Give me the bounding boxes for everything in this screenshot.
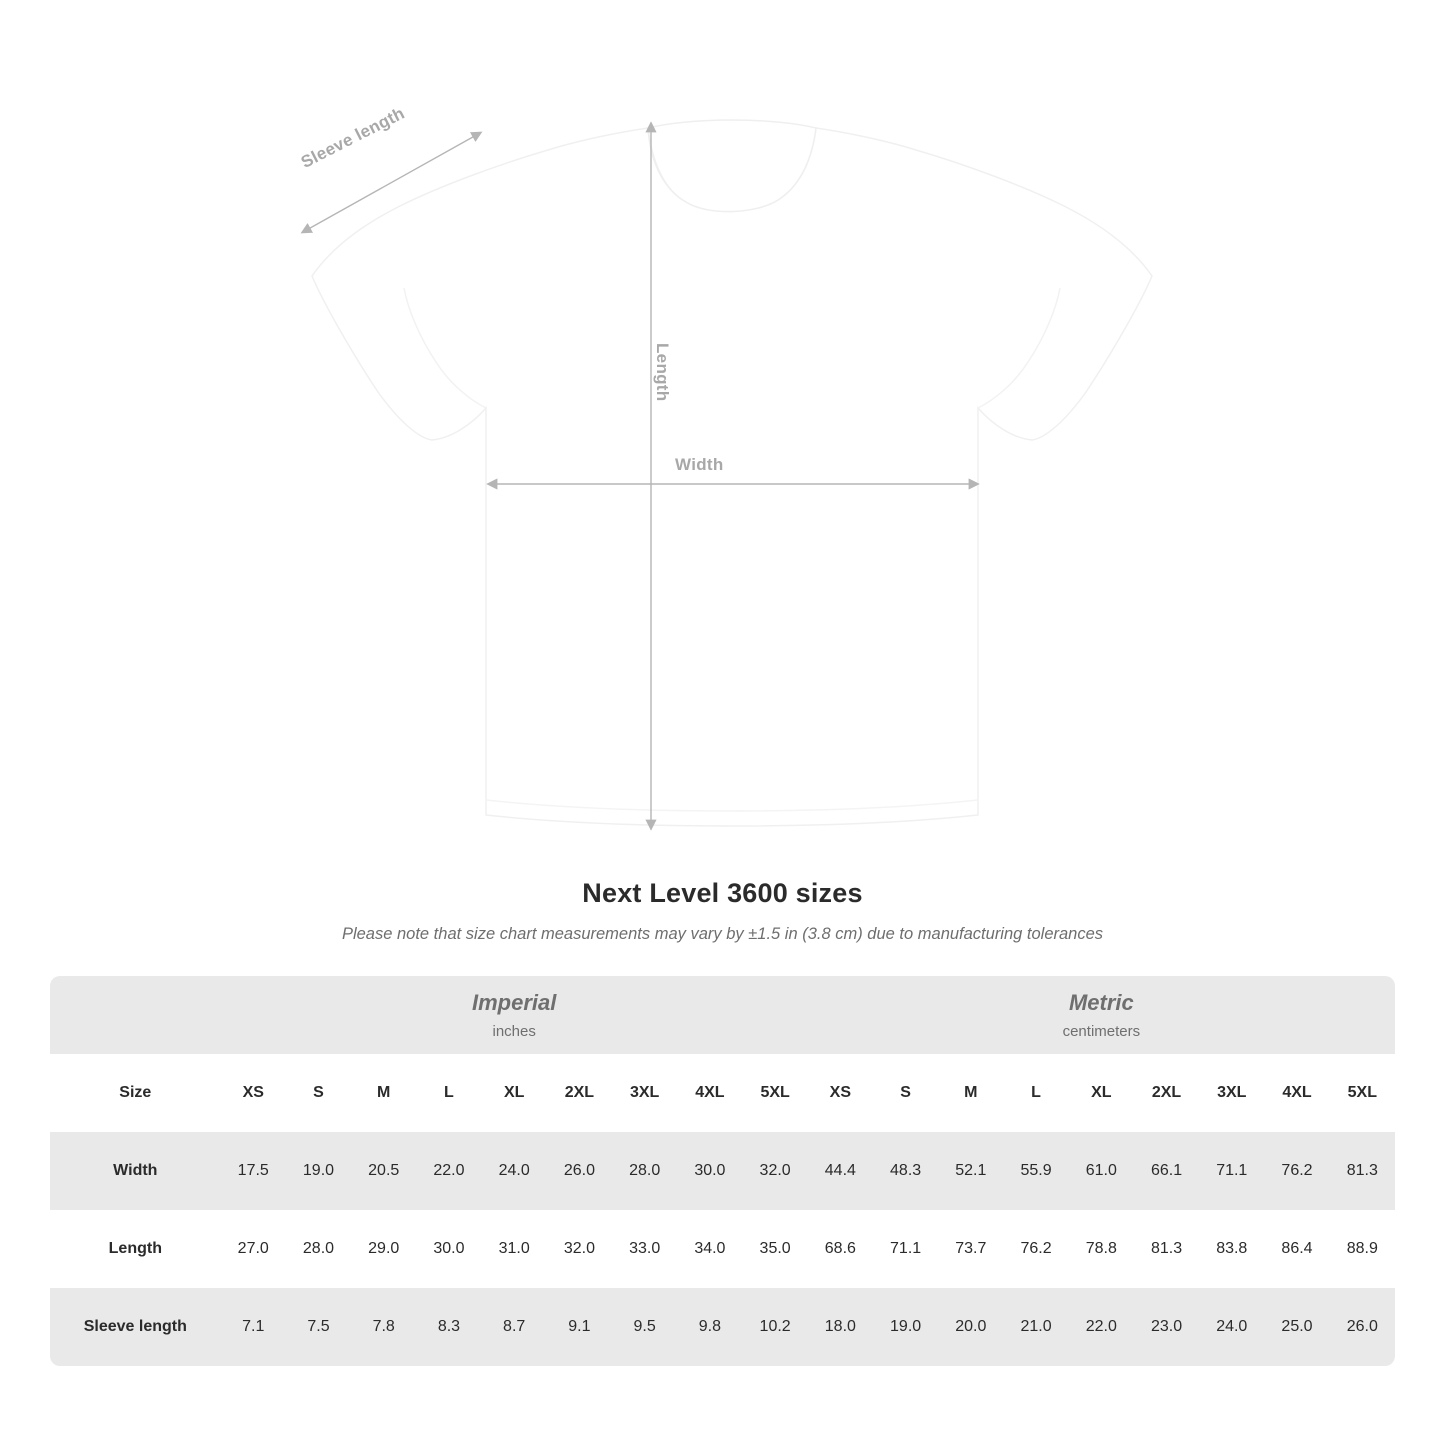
width-label: Width	[675, 455, 724, 474]
size-header-cell: 5XL	[743, 1054, 808, 1132]
cell-sleeve: 8.7	[482, 1288, 547, 1366]
cell-sleeve: 9.1	[547, 1288, 612, 1366]
cell-width: 22.0	[416, 1132, 481, 1210]
cell-sleeve: 7.5	[286, 1288, 351, 1366]
unit-name-imperial: Imperial	[471, 990, 557, 1016]
size-table-wrapper	[50, 976, 1395, 1366]
cell-width: 26.0	[547, 1132, 612, 1210]
cell-length: 71.1	[873, 1210, 938, 1288]
size-header-row	[50, 1054, 1395, 1132]
size-header-cell: 4XL	[1264, 1054, 1329, 1132]
table-row	[50, 1210, 1395, 1288]
cell-length: 76.2	[1003, 1210, 1068, 1288]
cell-sleeve: 24.0	[1199, 1288, 1264, 1366]
size-header-cell: L	[416, 1054, 481, 1132]
cell-sleeve: 26.0	[1330, 1288, 1395, 1366]
cell-sleeve: 18.0	[808, 1288, 873, 1366]
size-header-cell: XS	[221, 1054, 286, 1132]
cell-width: 61.0	[1069, 1132, 1134, 1210]
row-label-length: Length	[50, 1210, 221, 1288]
unit-sub-metric: centimeters	[1062, 1022, 1141, 1040]
tolerance-note: Please note that size chart measurements may vary by ±1.5 in (3.8 cm) due to manufacturing tolerances	[341, 925, 1104, 943]
cell-length: 31.0	[482, 1210, 547, 1288]
tshirt-shape	[312, 120, 1152, 826]
cell-sleeve: 7.8	[351, 1288, 416, 1366]
unit-sub-imperial: inches	[492, 1022, 536, 1040]
cell-sleeve: 19.0	[873, 1288, 938, 1366]
cell-sleeve: 23.0	[1134, 1288, 1199, 1366]
cell-length: 34.0	[677, 1210, 742, 1288]
cell-width: 71.1	[1199, 1132, 1264, 1210]
unit-group-metric	[808, 976, 1395, 1054]
table-row	[50, 1288, 1395, 1366]
cell-width: 48.3	[873, 1132, 938, 1210]
cell-width: 76.2	[1264, 1132, 1329, 1210]
row-label-sleeve-length: Sleeve length	[50, 1288, 221, 1366]
unit-group-imperial	[221, 976, 808, 1054]
cell-sleeve: 25.0	[1264, 1288, 1329, 1366]
cell-width: 55.9	[1003, 1132, 1068, 1210]
cell-width: 30.0	[677, 1132, 742, 1210]
cell-length: 78.8	[1069, 1210, 1134, 1288]
cell-width: 20.5	[351, 1132, 416, 1210]
cell-width: 66.1	[1134, 1132, 1199, 1210]
cell-sleeve: 8.3	[416, 1288, 481, 1366]
cell-length: 29.0	[351, 1210, 416, 1288]
size-header-cell: M	[351, 1054, 416, 1132]
unit-name-metric: Metric	[1068, 990, 1134, 1016]
cell-width: 19.0	[286, 1132, 351, 1210]
cell-length: 73.7	[938, 1210, 1003, 1288]
unit-header-row	[50, 976, 1395, 1054]
cell-length: 35.0	[743, 1210, 808, 1288]
size-header-cell: 3XL	[1199, 1054, 1264, 1132]
cell-sleeve: 7.1	[221, 1288, 286, 1366]
cell-length: 88.9	[1330, 1210, 1395, 1288]
size-header-cell: XL	[482, 1054, 547, 1132]
unit-corner-cell	[50, 976, 221, 1054]
cell-width: 32.0	[743, 1132, 808, 1210]
size-header-cell: 3XL	[612, 1054, 677, 1132]
cell-width: 81.3	[1330, 1132, 1395, 1210]
size-header-cell: 2XL	[1134, 1054, 1199, 1132]
size-table	[50, 976, 1395, 1366]
size-header-cell: 2XL	[547, 1054, 612, 1132]
title-block	[0, 878, 1445, 944]
cell-width: 28.0	[612, 1132, 677, 1210]
cell-length: 68.6	[808, 1210, 873, 1288]
cell-length: 27.0	[221, 1210, 286, 1288]
cell-width: 17.5	[221, 1132, 286, 1210]
cell-sleeve: 22.0	[1069, 1288, 1134, 1366]
sleeve-length-label: Sleeve length	[298, 103, 408, 172]
cell-sleeve: 9.5	[612, 1288, 677, 1366]
cell-length: 33.0	[612, 1210, 677, 1288]
cell-length: 86.4	[1264, 1210, 1329, 1288]
size-header-cell: 4XL	[677, 1054, 742, 1132]
page-title: Next Level 3600 sizes	[582, 878, 863, 908]
cell-length: 32.0	[547, 1210, 612, 1288]
cell-length: 83.8	[1199, 1210, 1264, 1288]
length-label: Length	[653, 343, 672, 402]
cell-width: 44.4	[808, 1132, 873, 1210]
cell-sleeve: 20.0	[938, 1288, 1003, 1366]
row-label-width: Width	[50, 1132, 221, 1210]
size-header-cell: M	[938, 1054, 1003, 1132]
cell-width: 24.0	[482, 1132, 547, 1210]
size-header-cell: XL	[1069, 1054, 1134, 1132]
size-header-cell: XS	[808, 1054, 873, 1132]
size-header-cell: S	[286, 1054, 351, 1132]
size-header-label: Size	[50, 1054, 221, 1132]
size-header-cell: 5XL	[1330, 1054, 1395, 1132]
cell-length: 81.3	[1134, 1210, 1199, 1288]
cell-sleeve: 10.2	[743, 1288, 808, 1366]
cell-sleeve: 21.0	[1003, 1288, 1068, 1366]
cell-width: 52.1	[938, 1132, 1003, 1210]
table-row	[50, 1132, 1395, 1210]
size-header-cell: L	[1003, 1054, 1068, 1132]
cell-length: 28.0	[286, 1210, 351, 1288]
cell-sleeve: 9.8	[677, 1288, 742, 1366]
size-header-cell: S	[873, 1054, 938, 1132]
cell-length: 30.0	[416, 1210, 481, 1288]
